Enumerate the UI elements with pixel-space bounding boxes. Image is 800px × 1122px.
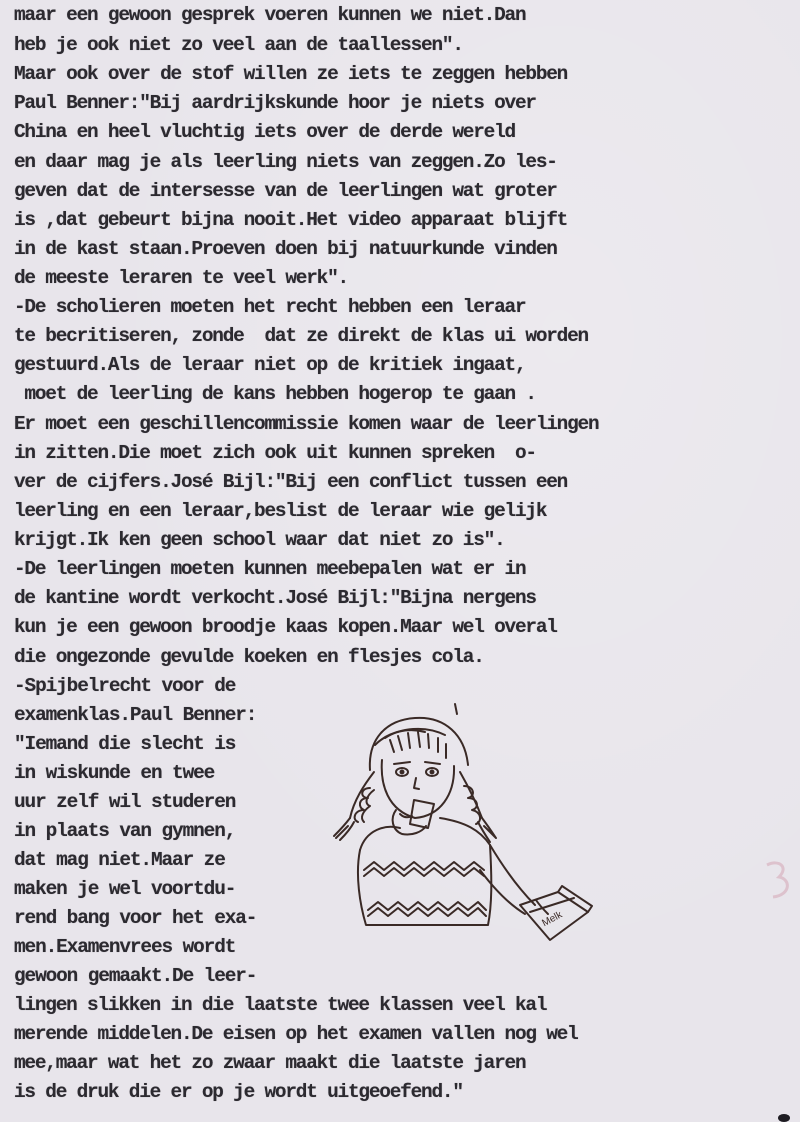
carton-label: Melk (540, 909, 565, 930)
text-line: leerling en een leraar,beslist de leraar wie gelijk (14, 500, 547, 522)
text-line: -De scholieren moeten het recht hebben een leraar (14, 296, 526, 318)
text-line: lingen slikken in die laatste twee klassen veel kal (14, 994, 547, 1016)
text-line: moet de leerling de kans hebben hogerop te gaan . (14, 383, 536, 405)
text-line: heb je ook niet zo veel aan de taallessen". (14, 34, 463, 56)
text-line: Maar ook over de stof willen ze iets te zeggen hebben (14, 63, 568, 85)
text-line: mee,maar wat het zo zwaar maakt die laatste jaren (14, 1052, 526, 1074)
text-line: rend bang voor het exa- (14, 907, 257, 929)
text-line: men.Examenvrees wordt (14, 936, 236, 958)
text-line: China en heel vluchtig iets over de derde wereld (14, 121, 515, 143)
text-line: in plaats van gymnen, (14, 820, 236, 842)
text-line: maken je wel voortdu- (14, 878, 236, 900)
text-line: de meeste leraren te veel werk". (14, 267, 348, 289)
text-line: die ongezonde gevulde koeken en flesjes cola. (14, 646, 484, 668)
text-line: kun je een gewoon broodje kaas kopen.Maar wel overal (14, 616, 557, 638)
text-line: "Iemand die slecht is (14, 733, 236, 755)
text-line: gewoon gemaakt.De leer- (14, 965, 257, 987)
text-line: geven dat de intersesse van de leerlingen wat groter (14, 180, 557, 202)
text-line: krijgt.Ik ken geen school waar dat niet zo is". (14, 529, 505, 551)
text-line: dat mag niet.Maar ze (14, 849, 225, 871)
text-line: de kantine wordt verkocht.José Bijl:"Bijna nergens (14, 587, 536, 609)
text-line: is ,dat gebeurt bijna nooit.Het video apparaat blijft (14, 209, 568, 231)
text-line: in zitten.Die moet zich ook uit kunnen spreken o- (14, 442, 536, 464)
text-line: -Spijbelrecht voor de (14, 675, 236, 697)
text-line: ver de cijfers.José Bijl:"Bij een conflict tussen een (14, 471, 568, 493)
corner-ink-dot (776, 1110, 790, 1122)
text-line: te becritiseren, zonde dat ze direkt de klas ui worden (14, 325, 588, 347)
text-line: in de kast staan.Proeven doen bij natuurkunde vinden (14, 238, 557, 260)
text-line: maar een gewoon gesprek voeren kunnen we niet.Dan (14, 4, 526, 26)
text-line: merende middelen.De eisen op het examen vallen nog wel (14, 1023, 578, 1045)
text-line: is de druk die er op je wordt uitgeoefend." (14, 1081, 463, 1103)
text-line: in wiskunde en twee (14, 762, 215, 784)
text-line: Paul Benner:"Bij aardrijkskunde hoor je niets over (14, 92, 536, 114)
text-line: -De leerlingen moeten kunnen meebepalen wat er in (14, 558, 526, 580)
text-line: examenklas.Paul Benner: (14, 704, 257, 726)
text-line: uur zelf wil studeren (14, 791, 236, 813)
text-line: Er moet een geschillencommissie komen waar de leerlingen (14, 413, 599, 435)
text-line: gestuurd.Als de leraar niet op de kritiek ingaat, (14, 354, 526, 376)
text-line: en daar mag je als leerling niets van zeggen.Zo les- (14, 151, 557, 173)
girl-with-braids-drinking-illustration (330, 700, 600, 950)
faint-page-mark (757, 855, 797, 905)
